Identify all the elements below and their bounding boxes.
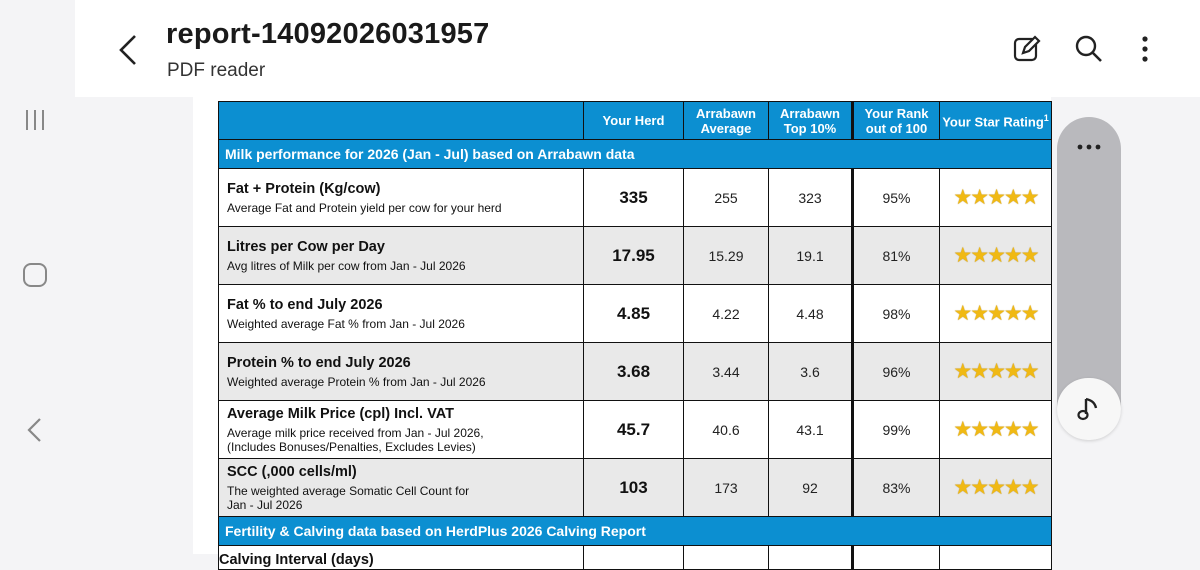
row-title: Fat + Protein (Kg/cow) xyxy=(227,180,381,197)
star-icon: ★ xyxy=(953,244,971,267)
cell-arrabawn-average: 255 xyxy=(684,169,769,227)
star-icon: ★ xyxy=(970,476,988,499)
edit-icon[interactable] xyxy=(1010,32,1044,66)
star-icon: ★ xyxy=(987,186,1004,209)
cell-star-rating xyxy=(940,459,1052,517)
cell-star-rating xyxy=(940,169,1052,227)
system-nav-bar xyxy=(0,0,75,554)
star-icon: ★ xyxy=(1020,244,1038,267)
star-icon: ★ xyxy=(970,360,988,383)
document-title: report-14092026031957 xyxy=(166,18,490,50)
table-row xyxy=(219,227,1052,285)
search-icon[interactable] xyxy=(1072,32,1106,66)
star-rating xyxy=(940,185,1051,210)
header-your-herd: Your Herd xyxy=(584,102,684,140)
cell-rank: 98% xyxy=(853,285,940,343)
star-icon: ★ xyxy=(953,360,971,383)
star-icon: ★ xyxy=(953,186,971,209)
cell-your-herd: 3.68 xyxy=(584,343,684,401)
star-rating xyxy=(940,417,1051,442)
star-icon: ★ xyxy=(970,418,988,441)
star-icon: ★ xyxy=(987,418,1004,441)
row-title: Average Milk Price (cpl) Incl. VAT xyxy=(227,405,454,422)
star-icon: ★ xyxy=(970,186,988,209)
cell-star-rating xyxy=(940,285,1052,343)
row-description: Average Fat and Protein yield per cow for your herd xyxy=(227,200,502,215)
star-icon: ★ xyxy=(1003,360,1021,383)
cell-star-rating xyxy=(940,401,1052,459)
star-rating xyxy=(940,475,1051,500)
cell-arrabawn-average: 3.44 xyxy=(684,343,769,401)
cell-arrabawn-top: 323 xyxy=(769,169,853,227)
cell-arrabawn-average: 4.22 xyxy=(684,285,769,343)
header-arrabawn-average: Arrabawn Average xyxy=(684,102,769,140)
star-rating xyxy=(940,243,1051,268)
table-row xyxy=(219,285,1052,343)
cell-rank: 95% xyxy=(853,169,940,227)
cell-rank: 96% xyxy=(853,343,940,401)
home-icon[interactable] xyxy=(18,258,52,292)
section-header-fertility xyxy=(219,517,1052,546)
table-row xyxy=(219,546,1052,570)
table-row xyxy=(219,343,1052,401)
row-label-cell xyxy=(219,401,584,459)
cell-your-herd: 17.95 xyxy=(584,227,684,285)
star-icon: ★ xyxy=(970,244,988,267)
more-vertical-icon[interactable] xyxy=(1128,32,1162,66)
row-title: Litres per Cow per Day xyxy=(227,238,385,255)
cell-arrabawn-top: 92 xyxy=(769,459,853,517)
star-icon: ★ xyxy=(987,476,1004,499)
cell-your-herd: 335 xyxy=(584,169,684,227)
row-description: Weighted average Protein % from Jan - Jul 2026 xyxy=(227,374,486,389)
cell-arrabawn-top: 3.6 xyxy=(769,343,853,401)
cell-your-herd: 103 xyxy=(584,459,684,517)
cell-arrabawn-average: 40.6 xyxy=(684,401,769,459)
row-label-cell xyxy=(219,343,584,401)
star-icon: ★ xyxy=(970,302,988,325)
star-icon: ★ xyxy=(1020,476,1038,499)
star-icon: ★ xyxy=(1003,418,1021,441)
cell-arrabawn-top: 4.48 xyxy=(769,285,853,343)
app-header xyxy=(75,0,1200,97)
star-icon: ★ xyxy=(987,302,1004,325)
row-label-cell xyxy=(219,459,584,517)
cell-arrabawn-top: 19.1 xyxy=(769,227,853,285)
cell-rank: 83% xyxy=(853,459,940,517)
row-title: SCC (,000 cells/ml) xyxy=(227,463,357,480)
herd-report-table xyxy=(218,101,1052,570)
cell-your-herd: 45.7 xyxy=(584,401,684,459)
star-rating xyxy=(940,359,1051,384)
app-subtitle: PDF reader xyxy=(167,60,266,81)
star-icon: ★ xyxy=(1003,476,1021,499)
row-label-cell xyxy=(219,285,584,343)
row-description: Weighted average Fat % from Jan - Jul 2026 xyxy=(227,316,465,331)
row-title: Calving Interval (days) xyxy=(219,552,374,568)
cell-star-rating xyxy=(940,343,1052,401)
star-icon: ★ xyxy=(1020,186,1038,209)
star-icon: ★ xyxy=(1020,302,1038,325)
star-icon: ★ xyxy=(1020,418,1038,441)
star-icon: ★ xyxy=(953,302,971,325)
cell-arrabawn-top: 43.1 xyxy=(769,401,853,459)
row-title: Fat % to end July 2026 xyxy=(227,296,383,313)
cell-your-herd: 4.85 xyxy=(584,285,684,343)
star-icon: ★ xyxy=(987,244,1004,267)
cell-rank: 99% xyxy=(853,401,940,459)
star-icon: ★ xyxy=(953,476,971,499)
table-row xyxy=(219,401,1052,459)
star-rating xyxy=(940,301,1051,326)
header-your-rank: Your Rank out of 100 xyxy=(853,102,940,140)
cell-arrabawn-average: 15.29 xyxy=(684,227,769,285)
row-description: Average milk price received from Jan - Jul 2026, (Includes Bonuses/Penalties, Excludes Levies) xyxy=(227,425,484,454)
table-row xyxy=(219,459,1052,517)
more-horizontal-icon[interactable] xyxy=(1057,117,1121,177)
row-description: The weighted average Somatic Cell Count for Jan - Jul 2026 xyxy=(227,483,470,512)
star-icon: ★ xyxy=(1003,302,1021,325)
star-icon: ★ xyxy=(987,360,1004,383)
star-icon: ★ xyxy=(1003,186,1021,209)
star-icon: ★ xyxy=(1020,360,1038,383)
chevron-left-icon[interactable] xyxy=(113,30,143,70)
back-icon[interactable] xyxy=(18,413,52,447)
star-icon: ★ xyxy=(953,418,971,441)
row-label-cell xyxy=(219,227,584,285)
header-star-rating: Your Star Rating$^1$ xyxy=(940,102,1052,140)
section-title: Fertility & Calving data based on HerdPlus 2026 Calving Report xyxy=(219,517,1052,546)
star-icon: ★ xyxy=(1003,244,1021,267)
music-note-icon[interactable] xyxy=(1057,378,1121,440)
row-description: Avg litres of Milk per cow from Jan - Jul 2026 xyxy=(227,258,466,273)
cell-rank: 81% xyxy=(853,227,940,285)
table-header-row xyxy=(219,102,1052,140)
section-title: Milk performance for 2026 (Jan - Jul) based on Arrabawn data xyxy=(219,140,1052,169)
header-blank xyxy=(219,102,584,140)
cell-arrabawn-average: 173 xyxy=(684,459,769,517)
cell-star-rating xyxy=(940,227,1052,285)
row-title: Protein % to end July 2026 xyxy=(227,354,411,371)
recent-apps-icon[interactable] xyxy=(18,103,52,137)
row-label-cell xyxy=(219,169,584,227)
header-arrabawn-top: Arrabawn Top 10% xyxy=(769,102,853,140)
section-header-milk xyxy=(219,140,1052,169)
superscript-note: 1 xyxy=(1043,113,1049,124)
table-row xyxy=(219,169,1052,227)
